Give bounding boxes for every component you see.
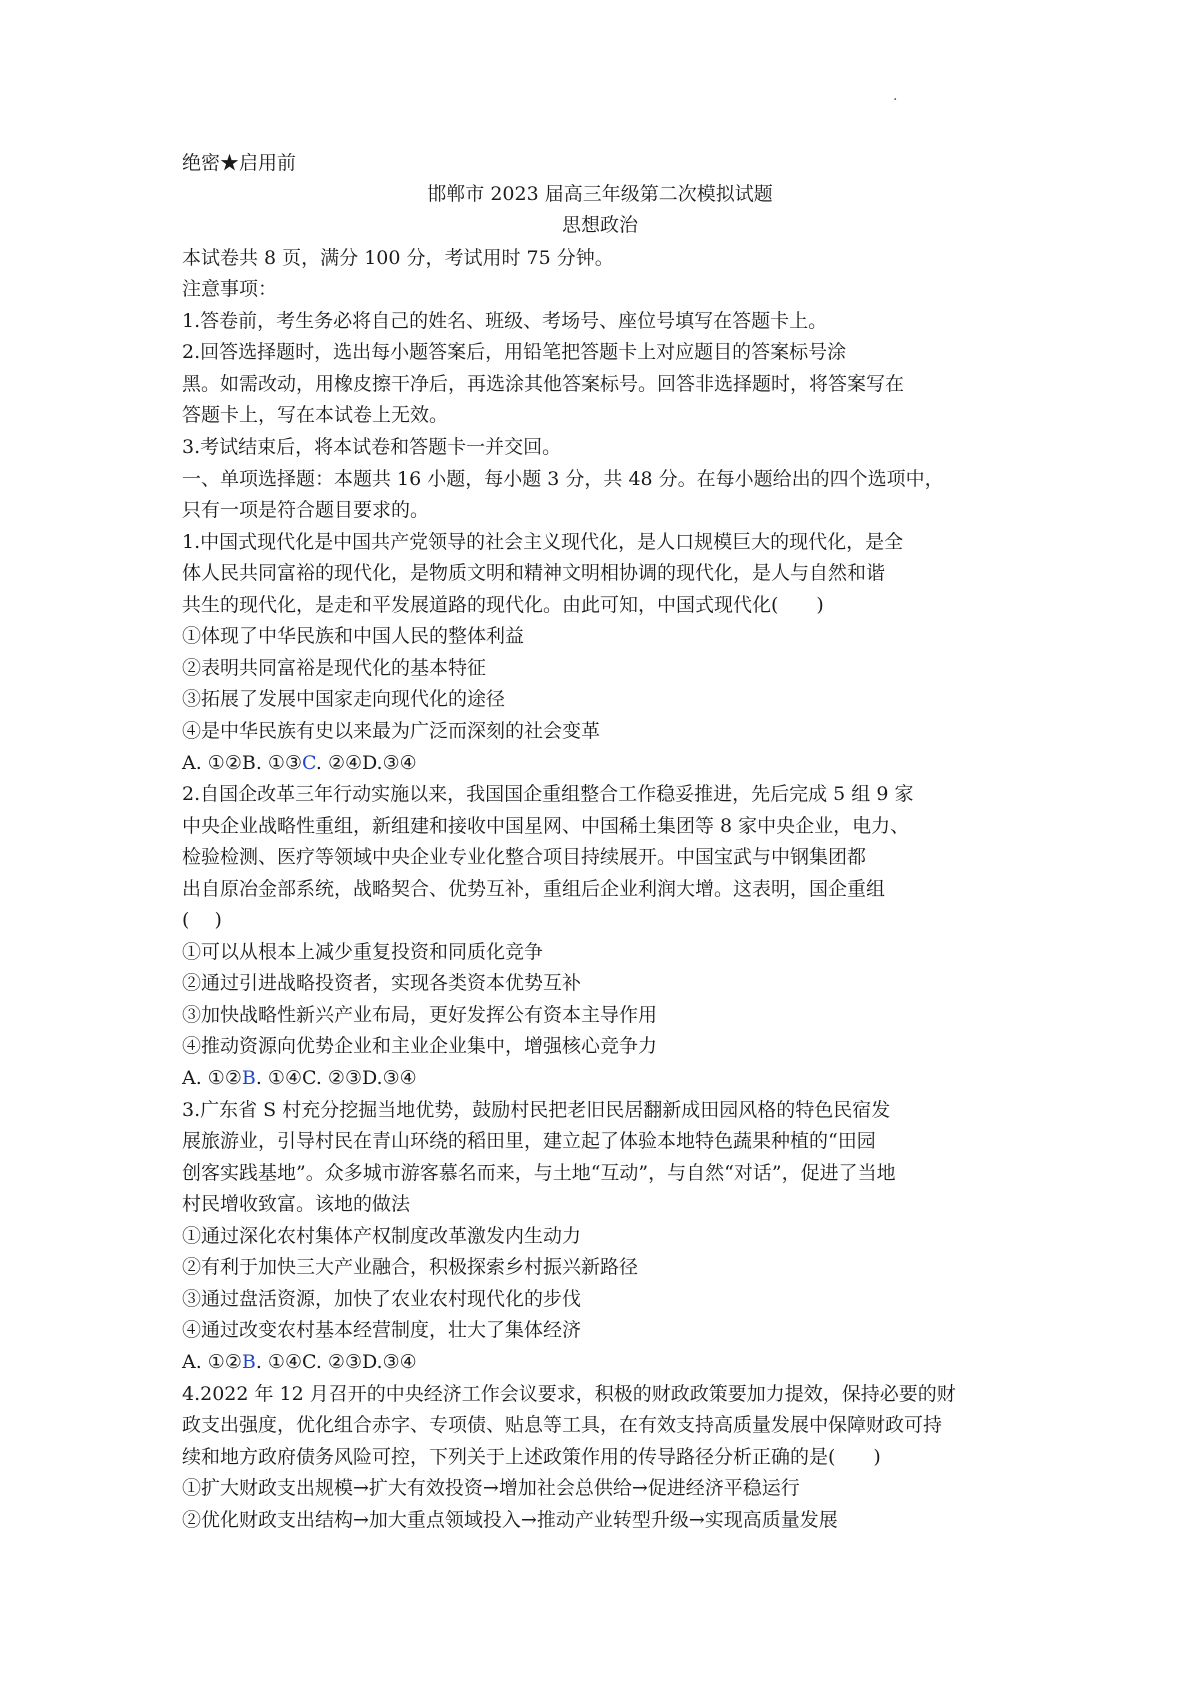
q1-stem-line-1: 1.中国式现代化是中国共产党领导的社会主义现代化，是人口规模巨大的现代化，是全 xyxy=(182,531,904,553)
q2-stem-line-2: 中央企业战略性重组，新组建和接收中国星网、中国稀土集团等 8 家中央企业，电力、 xyxy=(182,815,910,837)
notice-2-line-2: 黑。如需改动，用橡皮擦干净后，再选涂其他答案标号。回答非选择题时，将答案写在 xyxy=(182,373,905,395)
q1-option-2: ②表明共同富裕是现代化的基本特征 xyxy=(182,657,487,679)
q4-option-1: ①扩大财政支出规模→扩大有效投资→增加社会总供给→促进经济平稳运行 xyxy=(182,1477,800,1499)
q2-option-1: ①可以从根本上减少重复投资和同质化竞争 xyxy=(182,941,544,963)
exam-info: 本试卷共 8 页，满分 100 分，考试用时 75 分钟。 xyxy=(182,247,614,269)
notice-2-line-3: 答题卡上，写在本试卷上无效。 xyxy=(182,404,449,426)
q2-choices-post: . ①④C. ②③D.③④ xyxy=(255,1067,417,1089)
q3-choice-highlight: B xyxy=(241,1351,256,1373)
notice-3: 3.考试结束后，将本试卷和答题卡一并交回。 xyxy=(182,436,562,458)
q3-option-1: ①通过深化农村集体产权制度改革激发内生动力 xyxy=(182,1225,582,1247)
q2-answer-choices xyxy=(182,1065,417,1091)
q4-stem-line-2: 政支出强度，优化组合赤字、专项债、贴息等工具，在有效支持高质量发展中保障财政可持 xyxy=(182,1414,943,1436)
q3-stem-line-4: 村民增收致富。该地的做法 xyxy=(182,1193,411,1215)
q1-stem-line-3: 共生的现代化，是走和平发展道路的现代化。由此可知，中国式现代化( ) xyxy=(182,594,824,616)
notice-2-line-1: 2.回答选择题时，选出每小题答案后，用铅笔把答题卡上对应题目的答案标号涂 xyxy=(182,341,847,363)
q2-stem-line-3: 检验检测、医疗等领域中央企业专业化整合项目持续展开。中国宝武与中钢集团都 xyxy=(182,846,867,868)
q3-answer-choices xyxy=(182,1349,417,1375)
q4-option-2: ②优化财政支出结构→加大重点领域投入→推动产业转型升级→实现高质量发展 xyxy=(182,1509,838,1531)
q2-option-3: ③加快战略性新兴产业布局，更好发挥公有资本主导作用 xyxy=(182,1004,658,1026)
notice-1: 1.答卷前，考生务必将自己的姓名、班级、考场号、座位号填写在答题卡上。 xyxy=(182,310,828,332)
q1-choices-pre: A. ①②B. ①③ xyxy=(182,752,302,774)
q2-stem-line-1: 2.自国企改革三年行动实施以来，我国国企重组整合工作稳妥推进，先后完成 5 组 9 家 xyxy=(182,783,914,805)
q3-choices-pre: A. ①② xyxy=(182,1351,242,1373)
q4-stem-line-1: 4.2022 年 12 月召开的中央经济工作会议要求，积极的财政政策要加力提效，保持必要的财 xyxy=(182,1383,956,1405)
q2-stem-line-4: 出自原冶金部系统，战略契合、优势互补，重组后企业利润大增。这表明，国企重组 xyxy=(182,878,886,900)
section-heading-line-1: 一、单项选择题：本题共 16 小题，每小题 3 分，共 48 分。在每小题给出的四个选项中， xyxy=(182,468,944,490)
q2-option-2: ②通过引进战略投资者，实现各类资本优势互补 xyxy=(182,972,582,994)
q2-option-4: ④推动资源向优势企业和主业企业集中，增强核心竞争力 xyxy=(182,1035,658,1057)
q2-choice-highlight: B xyxy=(241,1067,256,1089)
q2-choices-pre: A. ①② xyxy=(182,1067,242,1089)
q1-option-1: ①体现了中华民族和中国人民的整体利益 xyxy=(182,625,525,647)
q1-answer-choices xyxy=(182,750,417,776)
q3-choices-post: . ①④C. ②③D.③④ xyxy=(255,1351,417,1373)
q3-stem-line-3: 创客实践基地”。众多城市游客慕名而来，与土地“互动”，与自然“对话”，促进了当地 xyxy=(182,1162,896,1184)
q1-option-4: ④是中华民族有史以来最为广泛而深刻的社会变革 xyxy=(182,720,601,742)
exam-title: 邯郸市 2023 届高三年级第二次模拟试题 xyxy=(427,183,773,205)
q3-stem-line-1: 3.广东省 S 村充分挖掘当地优势，鼓励村民把老旧民居翻新成田园风格的特色民宿发 xyxy=(182,1099,891,1121)
q3-option-2: ②有利于加快三大产业融合，积极探索乡村振兴新路径 xyxy=(182,1256,639,1278)
q1-option-3: ③拓展了发展中国家走向现代化的途径 xyxy=(182,688,506,710)
subject-title: 思想政治 xyxy=(561,214,638,236)
corner-dot: . xyxy=(893,88,898,104)
q3-option-4: ④通过改变农村基本经营制度，壮大了集体经济 xyxy=(182,1319,582,1341)
q3-stem-line-2: 展旅游业，引导村民在青山环绕的稻田里，建立起了体验本地特色蔬果种植的“田园 xyxy=(182,1130,876,1152)
q3-option-3: ③通过盘活资源，加快了农业农村现代化的步伐 xyxy=(182,1288,582,1310)
q1-choices-post: . ②④D.③④ xyxy=(315,752,417,774)
q1-choice-highlight: C xyxy=(301,752,316,774)
section-heading-line-2: 只有一项是符合题目要求的。 xyxy=(182,499,430,521)
q2-stem-line-5: ( ) xyxy=(182,909,222,931)
q1-stem-line-2: 体人民共同富裕的现代化，是物质文明和精神文明相协调的现代化，是人与自然和谐 xyxy=(182,562,886,584)
secret-label: 绝密★启用前 xyxy=(182,152,297,174)
notice-title: 注意事项： xyxy=(182,278,278,300)
q4-stem-line-3: 续和地方政府债务风险可控，下列关于上述政策作用的传导路径分析正确的是( ) xyxy=(182,1446,881,1468)
